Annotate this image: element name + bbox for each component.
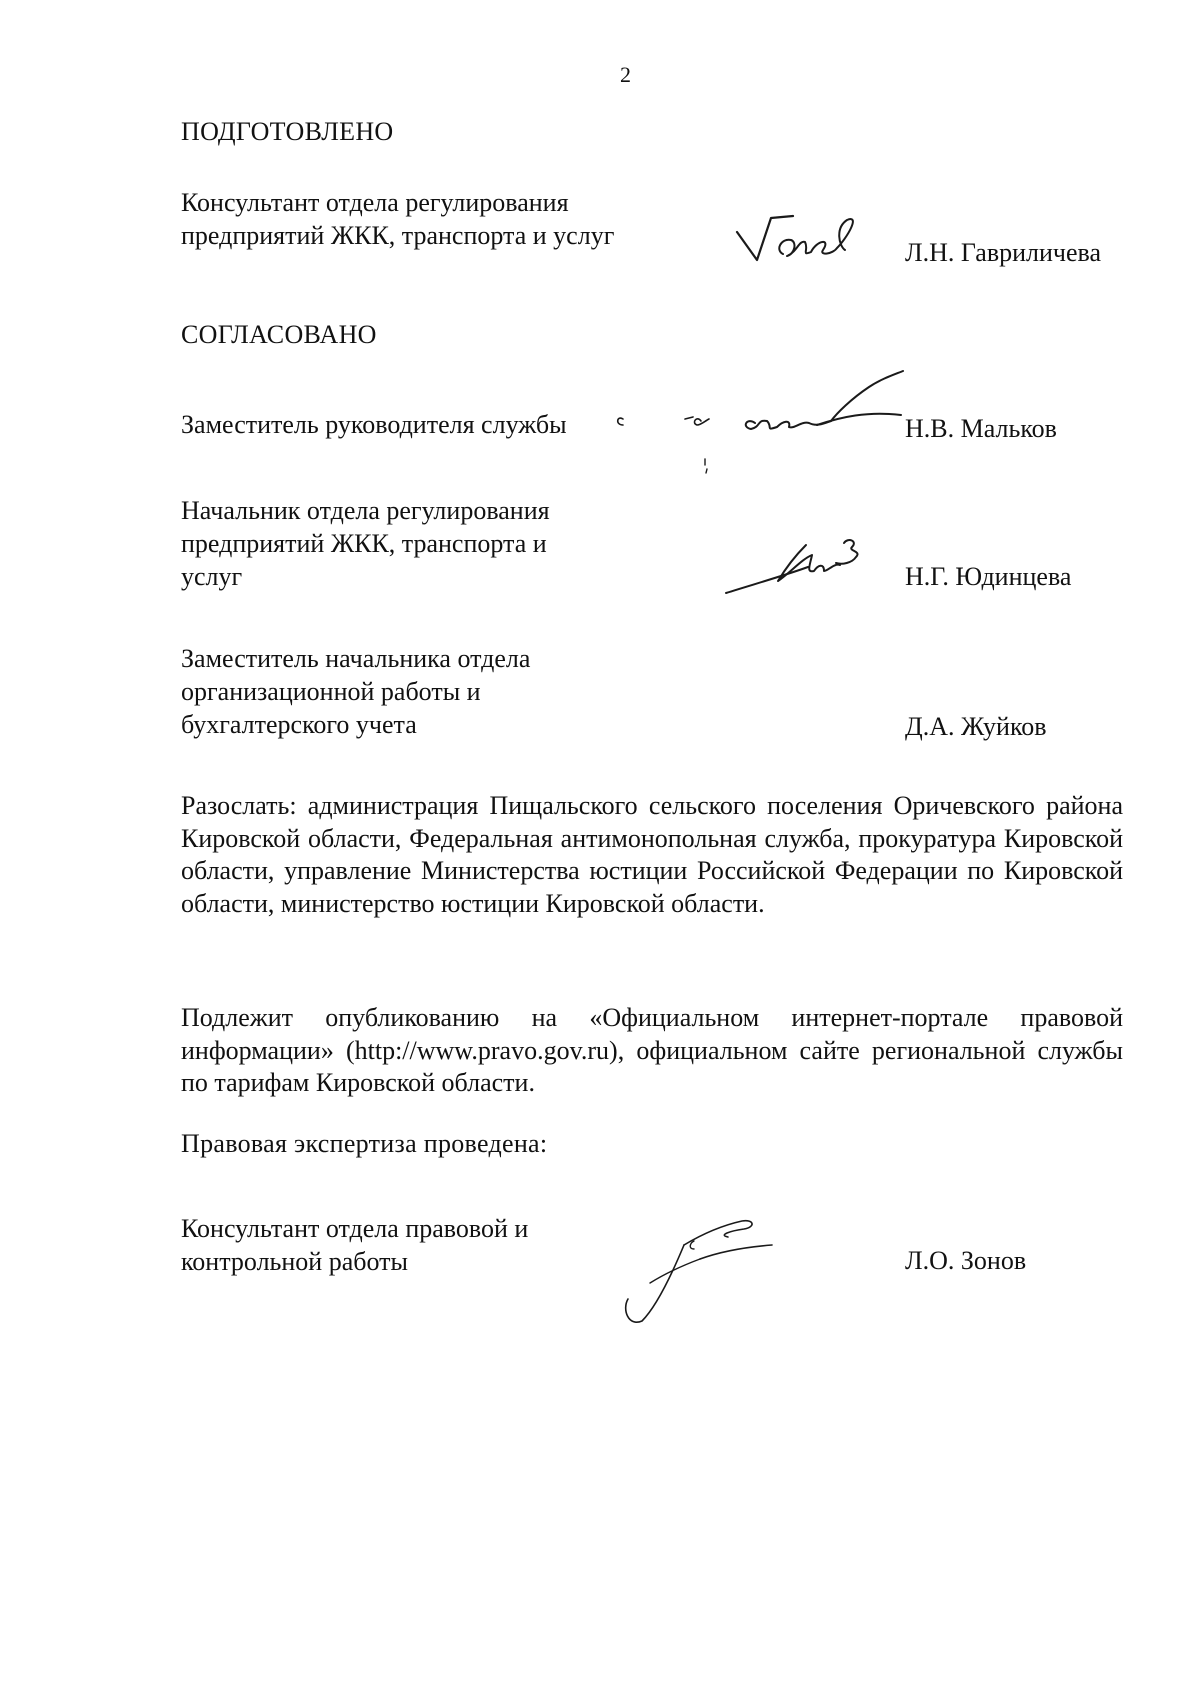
signer-name-malkov: Н.В. Мальков <box>905 414 1057 443</box>
legal-review-position: Консультант отдела правовой и контрольной работы <box>181 1214 529 1276</box>
prepared-position: Консультант отдела регулирования предприятий ЖКК, транспорта и услуг <box>181 188 615 250</box>
legal-review-name: Л.О. Зонов <box>905 1246 1027 1275</box>
signer-name-yudintseva: Н.Г. Юдинцева <box>905 562 1072 591</box>
signature-zonov <box>620 1205 800 1335</box>
page-number: 2 <box>620 62 631 87</box>
legal-review-heading: Правовая экспертиза проведена: <box>181 1129 548 1158</box>
approved-heading: СОГЛАСОВАНО <box>181 320 377 349</box>
signature-malkov <box>605 365 915 475</box>
signer-name-zhuykov: Д.А. Жуйков <box>905 712 1047 741</box>
signer-position-malkov: Заместитель руководителя службы <box>181 410 567 439</box>
prepared-heading: ПОДГОТОВЛЕНО <box>181 117 394 146</box>
signer-position-zhuykov: Заместитель начальника отдела организационной работы и бухгалтерского учета <box>181 644 531 739</box>
signer-position-yudintseva: Начальник отдела регулирования предприятий ЖКК, транспорта и услуг <box>181 496 550 591</box>
prepared-name: Л.Н. Гавриличева <box>905 238 1102 267</box>
signature-gavrilicheva <box>735 210 870 270</box>
signature-yudintseva <box>722 535 877 600</box>
distribution-paragraph: Разослать: администрация Пищальского сельского поселения Оричевского района Кировской области, Федеральная антимонопольная служба, прокуратура Кировской области, управление Министерства юстиции Российской Федерации по Кировской области, министерство юстиции Кировской области. <box>181 791 1123 918</box>
publication-paragraph: Подлежит опубликованию на «Официальном интернет-портале правовой информации» (http://www.pravo.gov.ru), официальном сайте региональной службы по тарифам Кировской области. <box>181 1003 1123 1097</box>
